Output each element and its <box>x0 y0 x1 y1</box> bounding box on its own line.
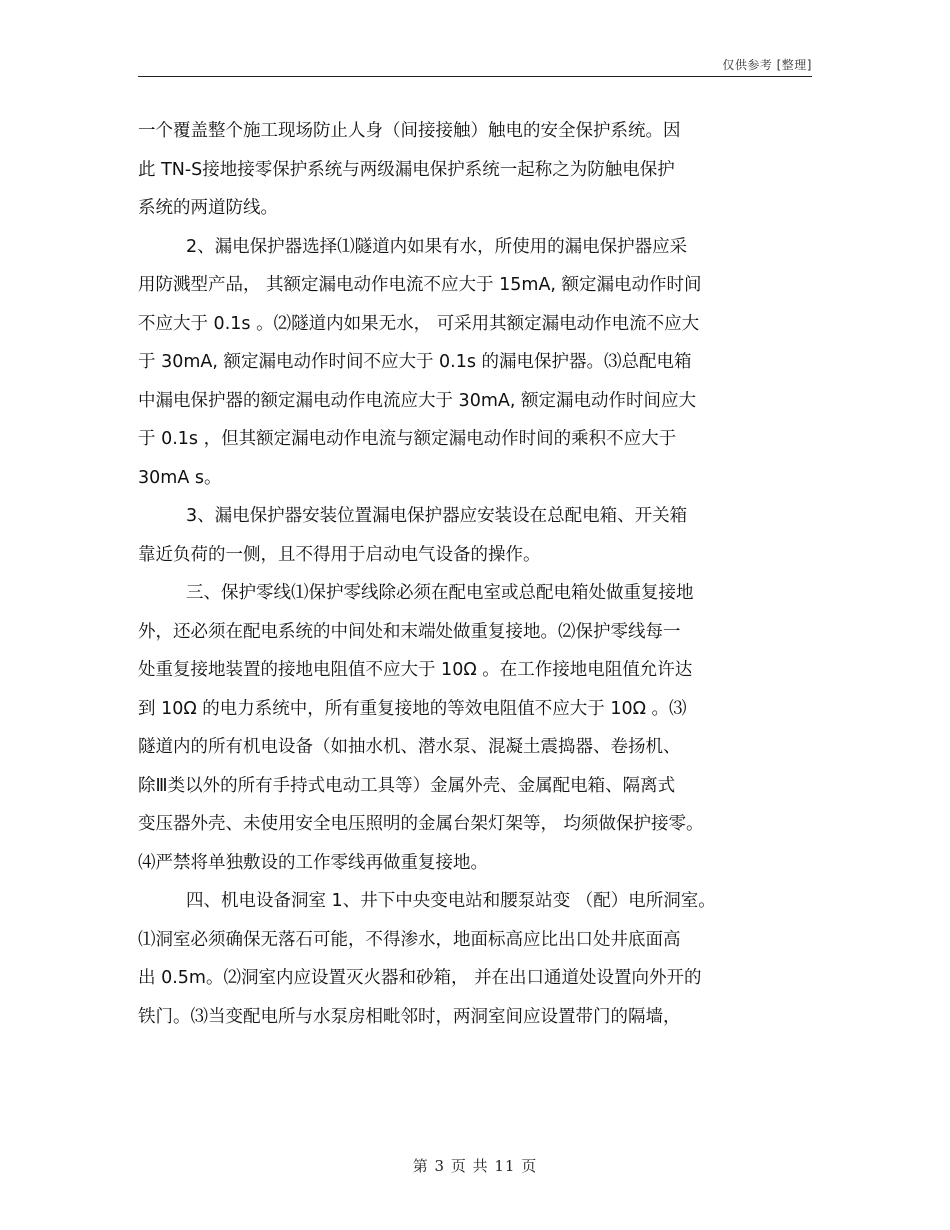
text-line: ⑴洞室必须确保无落石可能，不得渗水，地面标高应比出口处井底面高 <box>138 929 681 950</box>
text-line: 外，还必须在配电系统的中间处和末端处做重复接地。⑵保护零线每一 <box>138 621 681 642</box>
text-line: 30mA s。 <box>138 467 222 488</box>
body-text <box>138 112 812 1036</box>
text-line: 于 0.1s ，但其额定漏电动作电流与额定漏电动作时间的乘积不应大于 <box>138 429 677 449</box>
paragraph-start-line: 四、机电设备洞室 1、井下中央变电站和腰泵站变 （配）电所洞室。 <box>186 891 716 911</box>
paragraph-start-line: 三、保护零线⑴保护零线除必须在配电室或总配电箱处做重复接地 <box>186 583 694 603</box>
text-line: ⑷严禁将单独敷设的工作零线再做重复接地。 <box>138 852 488 873</box>
text-line: 用防溅型产品， 其额定漏电动作电流不应大于 15mA, 额定漏电动作时间 <box>138 275 702 295</box>
text-line: 系统的两道防线。 <box>138 198 278 218</box>
page-header: 仅供参考 [整理] <box>722 58 812 72</box>
paragraph-start-line: 3、漏电保护器安装位置漏电保护器应安装设在总配电箱、开关箱 <box>186 506 688 526</box>
paragraph-start-line: 2、漏电保护器选择⑴隧道内如果有水，所使用的漏电保护器应采 <box>186 236 688 257</box>
text-line: 靠近负荷的一侧，且不得用于启动电气设备的操作。 <box>138 544 541 565</box>
text-line: 于 30mA, 额定漏电动作时间不应大于 0.1s 的漏电保护器。⑶总配电箱 <box>138 352 692 372</box>
text-line: 到 10Ω 的电力系统中，所有重复接地的等效电阻值不应大于 10Ω 。⑶ <box>138 698 687 719</box>
text-line: 除Ⅲ类以外的所有手持式电动工具等）金属外壳、金属配电箱、隔离式 <box>138 775 676 796</box>
text-line: 变压器外壳、未使用安全电压照明的金属台架灯架等， 均须做保护接零。 <box>138 814 704 834</box>
header-divider <box>138 76 812 77</box>
text-line: 处重复接地装置的接地电阻值不应大于 10Ω 。在工作接地电阻值允许达 <box>138 660 693 680</box>
page-footer: 第 3 页 共 11 页 <box>412 1157 538 1175</box>
text-line: 一个覆盖整个施工现场防止人身（间接接触）触电的安全保护系统。因 <box>138 121 681 141</box>
text-line: 不应大于 0.1s 。⑵隧道内如果无水， 可采用其额定漏电动作电流不应大 <box>138 313 700 334</box>
text-line: 此 TN-S接地接零保护系统与两级漏电保护系统一起称之为防触电保护 <box>138 159 675 180</box>
text-line: 铁门。⑶当变配电所与水泵房相毗邻时，两洞室间应设置带门的隔墙， <box>138 1006 681 1027</box>
text-line: 中漏电保护器的额定漏电动作电流应大于 30mA, 额定漏电动作时间应大 <box>138 390 696 411</box>
text-line: 隧道内的所有机电设备（如抽水机、潜水泵、混凝土震捣器、卷扬机、 <box>138 737 681 757</box>
text-line: 出 0.5m。⑵洞室内应设置灭火器和砂箱， 并在出口通道处设置向外开的 <box>138 968 702 988</box>
